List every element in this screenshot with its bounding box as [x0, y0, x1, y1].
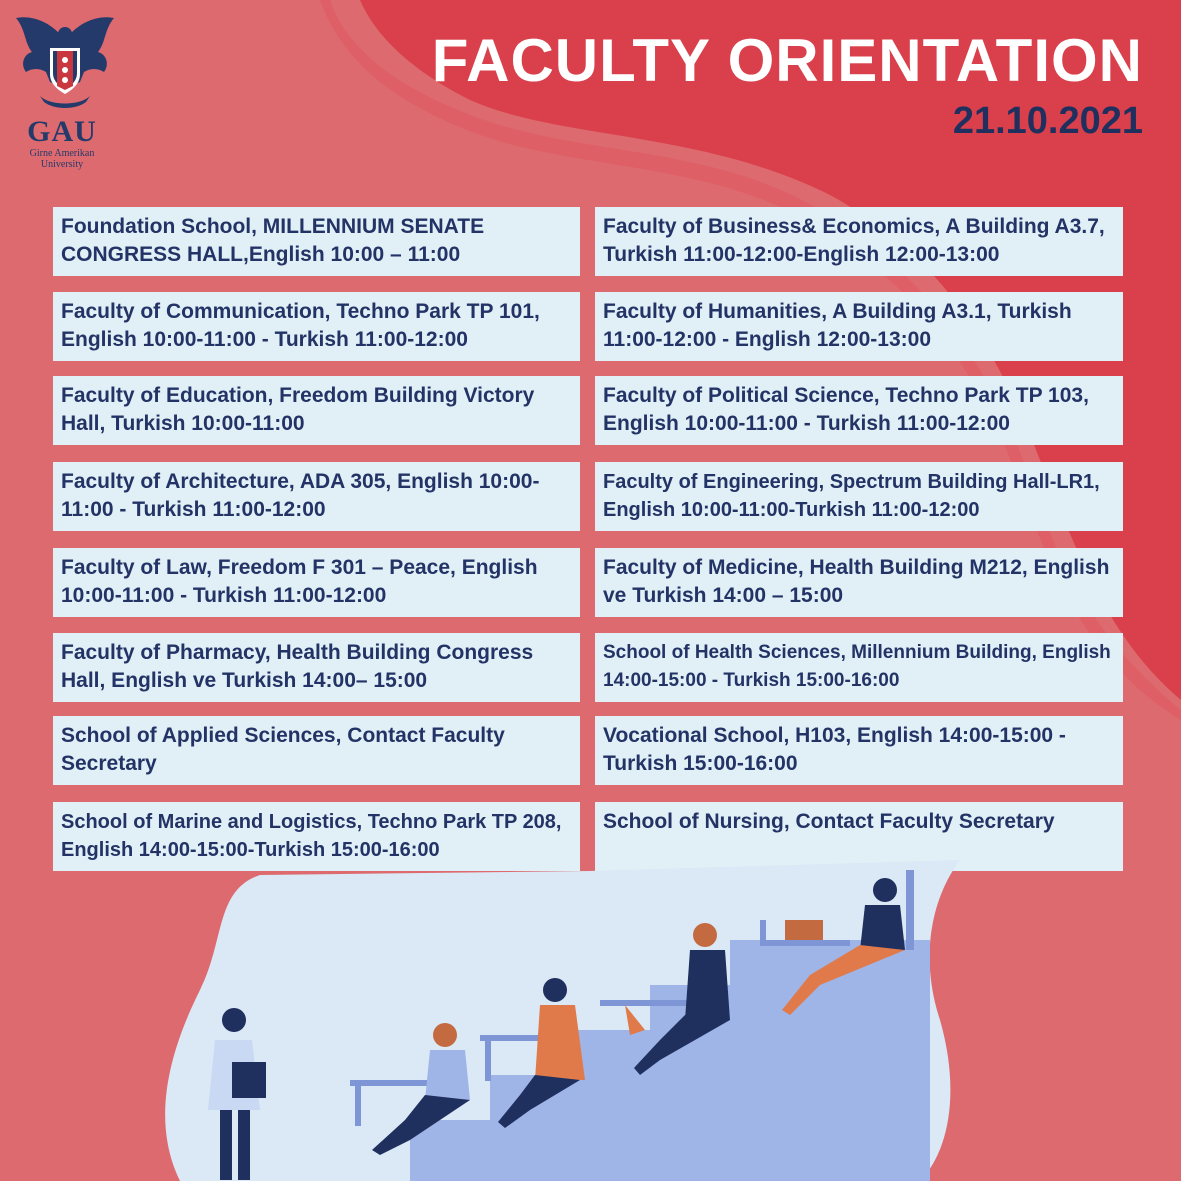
session-card-education: Faculty of Education, Freedom Building Victory Hall, Turkish 10:00-11:00 [53, 376, 580, 445]
session-card-communication: Faculty of Communication, Techno Park TP 101, English 10:00-11:00 - Turkish 11:00-12:00 [53, 292, 580, 361]
session-card-pharmacy: Faculty of Pharmacy, Health Building Congress Hall, English ve Turkish 14:00– 15:00 [53, 633, 580, 702]
session-card-vocational-school: Vocational School, H103, English 14:00-15:00 - Turkish 15:00-16:00 [595, 716, 1123, 785]
session-card-applied-sciences: School of Applied Sciences, Contact Faculty Secretary [53, 716, 580, 785]
session-card-business-economics: Faculty of Business& Economics, A Building A3.7, Turkish 11:00-12:00-English 12:00-13:00 [595, 207, 1123, 276]
event-date: 21.10.2021 [952, 100, 1143, 142]
session-card-political-science: Faculty of Political Science, Techno Park TP 103, English 10:00-11:00 - Turkish 11:00-12:00 [595, 376, 1123, 445]
session-card-marine-logistics: School of Marine and Logistics, Techno Park TP 208, English 14:00-15:00-Turkish 15:00-16:00 [53, 802, 580, 871]
session-card-engineering: Faculty of Engineering, Spectrum Building Hall-LR1, English 10:00-11:00-Turkish 11:00-12:00 [595, 462, 1123, 531]
session-card-architecture: Faculty of Architecture, ADA 305, English 10:00-11:00 - Turkish 11:00-12:00 [53, 462, 580, 531]
session-card-health-sciences: School of Health Sciences, Millennium Building, English 14:00-15:00 - Turkish 15:00-16:00 [595, 633, 1123, 702]
page-title: FACULTY ORIENTATION [431, 27, 1143, 94]
eagle-crest-icon [10, 10, 120, 120]
logo-text [12, 116, 112, 170]
session-card-humanities: Faculty of Humanities, A Building A3.1, Turkish 11:00-12:00 - English 12:00-13:00 [595, 292, 1123, 361]
session-card-foundation-school: Foundation School, MILLENNIUM SENATE CONGRESS HALL,English 10:00 – 11:00 [53, 207, 580, 276]
session-card-nursing: School of Nursing, Contact Faculty Secretary [595, 802, 1123, 871]
session-card-law: Faculty of Law, Freedom F 301 – Peace, English 10:00-11:00 - Turkish 11:00-12:00 [53, 548, 580, 617]
session-card-medicine: Faculty of Medicine, Health Building M212, English ve Turkish 14:00 – 15:00 [595, 548, 1123, 617]
logo-name-line1: Girne Amerikan [29, 148, 95, 159]
students-on-stairs-illustration [0, 860, 1181, 1181]
logo-name-line2: University [40, 159, 84, 170]
logo-abbreviation: GAU [27, 115, 97, 148]
